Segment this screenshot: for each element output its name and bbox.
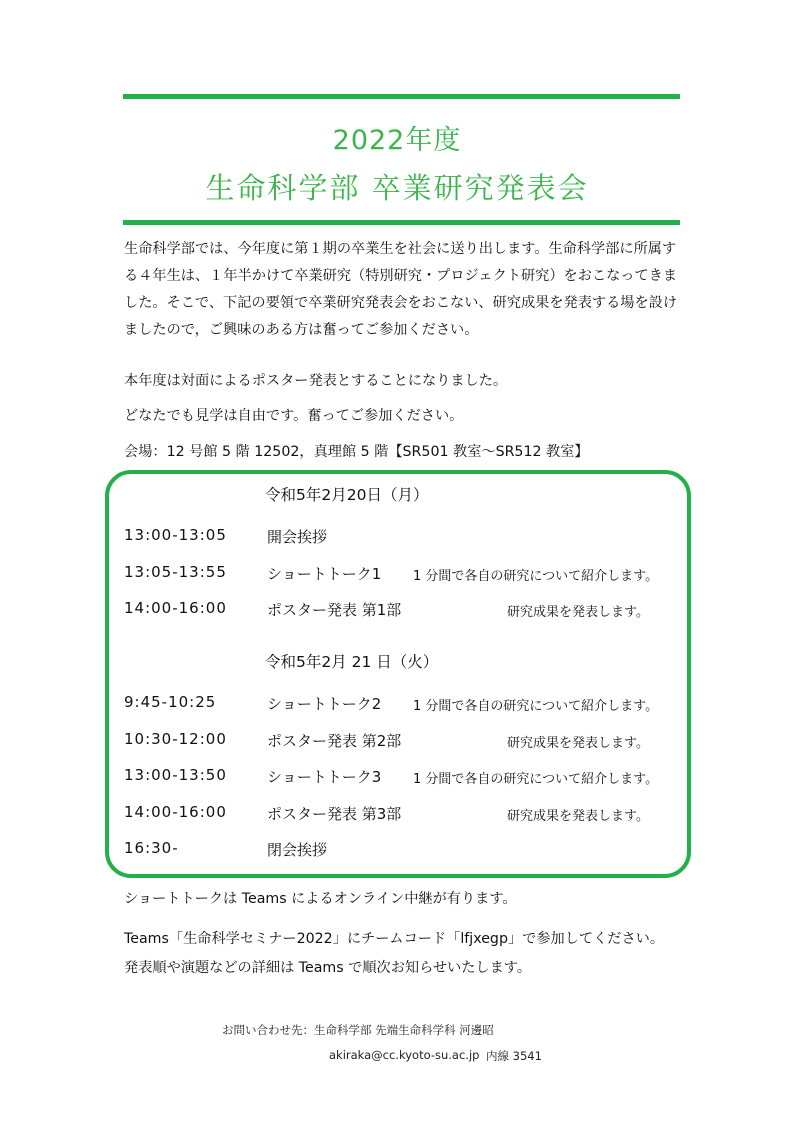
intro-paragraph: 生命科学部では、今年度に第１期の卒業生を社会に送り出します。生命科学部に所属する４年生は、１年半かけて卒業研究（特別研究・プロジェクト研究）をおこなってきました。そこで、下記の要領で卒業研究発表会をおこない、研究成果を発表する場を設けましたので，ご興味のある方は奮ってご参加ください。 [124,241,678,338]
schedule-desc: 研究成果を発表します。 [507,809,649,824]
schedule-event: 閉会挨拶 [267,841,328,859]
schedule-time: 13:00-13:50 [124,766,227,784]
day1-title: 令和5年2月20日（月） [265,486,429,504]
schedule-time: 14:00-16:00 [124,599,227,617]
top-rule [123,94,680,99]
bottom-rule [123,220,680,225]
schedule-desc: 研究成果を発表します。 [507,605,649,620]
schedule-time: 16:30- [124,839,179,857]
event-title: 生命科学部 卒業研究発表会 [205,171,589,205]
schedule-desc: 1 分間で各自の研究について紹介します。 [413,699,659,714]
schedule-time: 9:45-10:25 [124,693,217,711]
venue: 会場：12 号館 5 階 12502，真理館 5 階【SR501 教室～SR512 教室】 [124,444,589,460]
contact-line: お問い合わせ先：生命科学部 先端生命科学科 河邊昭 [222,1023,494,1037]
contact-email[interactable]: akiraka@cc.kyoto-su.ac.jp [329,1048,480,1062]
details-note: 発表順や演題などの詳細は Teams で順次お知らせいたします。 [124,960,532,976]
contact-extension: 内線 3541 [486,1049,542,1063]
free-note: どなたでも見学は自由です。奮ってご参加ください。 [124,408,464,424]
schedule-desc: 1 分間で各自の研究について紹介します。 [413,772,659,787]
schedule-time: 13:05-13:55 [124,563,227,581]
schedule-desc: 研究成果を発表します。 [507,736,649,751]
schedule-event: ショートトーク1 [267,565,382,583]
schedule-time: 13:00-13:05 [124,526,227,544]
online-note: ショートトークは Teams によるオンライン中継が有ります。 [124,891,517,907]
day2-title: 令和5年2月 21 日（火） [265,653,439,671]
schedule-event: ショートトーク3 [267,768,382,786]
year-title: 2022年度 [332,125,462,156]
schedule-time: 10:30-12:00 [124,730,227,748]
schedule-event: ポスター発表 第1部 [267,601,402,619]
schedule-event: ショートトーク2 [267,695,382,713]
schedule-event: ポスター発表 第2部 [267,732,402,750]
format-note: 本年度は対面によるポスター発表とすることになりました。 [124,373,508,389]
schedule-time: 14:00-16:00 [124,803,227,821]
schedule-desc: 1 分間で各自の研究について紹介します。 [413,569,659,584]
schedule-event: ポスター発表 第3部 [267,805,402,823]
teams-note: Teams「生命科学セミナー2022」にチームコード「lfjxegp」で参加してください。 [124,931,665,947]
schedule-event: 開会挨拶 [267,528,328,546]
